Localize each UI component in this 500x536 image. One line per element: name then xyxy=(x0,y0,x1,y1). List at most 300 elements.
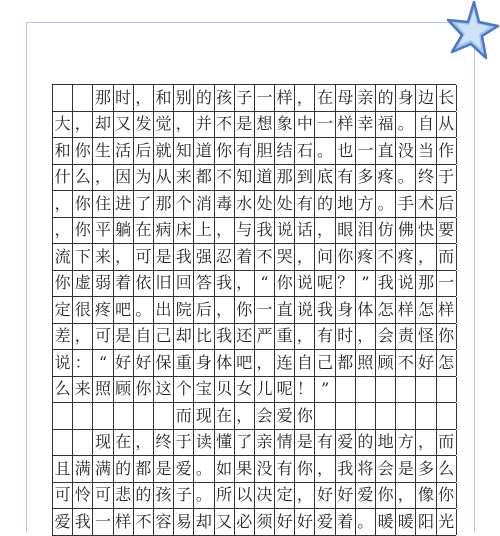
grid-cell: 来 xyxy=(73,377,93,403)
grid-cell: 就 xyxy=(154,138,174,164)
grid-cell: 是 xyxy=(295,430,315,456)
grid-cell: 当 xyxy=(416,138,436,164)
grid-cell: ， xyxy=(295,244,315,270)
grid-cell: 我 xyxy=(215,271,235,297)
grid-cell: 现 xyxy=(93,430,113,456)
grid-cell: 怎 xyxy=(416,297,436,323)
grid-cell: 好 xyxy=(295,509,315,535)
grid-cell: 有 xyxy=(315,430,335,456)
grid-cell: 那 xyxy=(416,271,436,297)
grid-cell: 疼 xyxy=(93,297,113,323)
grid-cell: ， xyxy=(114,244,134,270)
grid-cell xyxy=(53,403,73,429)
grid-cell: 来 xyxy=(93,244,113,270)
grid-cell: 和 xyxy=(53,138,73,164)
grid-cell: ， xyxy=(235,271,255,297)
grid-cell: 是 xyxy=(235,112,255,138)
grid-cell: 子 xyxy=(235,85,255,111)
grid-cell: 必 xyxy=(235,509,255,535)
grid-cell: 可 xyxy=(53,483,73,509)
grid-cell: 如 xyxy=(215,456,235,482)
grid-cell: 是 xyxy=(396,456,416,482)
grid-cell: 中 xyxy=(295,112,315,138)
grid-cell: 觉 xyxy=(154,112,174,138)
grid-cell: 须 xyxy=(255,509,275,535)
grid-cell: 连 xyxy=(275,350,295,376)
grid-cell: 石 xyxy=(295,138,315,164)
grid-cell: 没 xyxy=(396,138,416,164)
grid-cell: 读 xyxy=(194,430,214,456)
grid-cell: 和 xyxy=(154,85,174,111)
grid-cell: 定 xyxy=(53,297,73,323)
grid-cell: 你 xyxy=(73,218,93,244)
grid-cell: 你 xyxy=(376,483,396,509)
grid-cell: 像 xyxy=(416,483,436,509)
grid-cell: 忍 xyxy=(215,244,235,270)
grid-cell: 地 xyxy=(376,430,396,456)
grid-cell: ， xyxy=(255,350,275,376)
grid-cell: 爱 xyxy=(174,456,194,482)
grid-cell: 样 xyxy=(396,297,416,323)
grid-cell: ， xyxy=(93,165,113,191)
grid-cell: 。 xyxy=(376,191,396,217)
grid-cell: 着 xyxy=(336,509,356,535)
grid-cell: 毒 xyxy=(215,191,235,217)
grid-cell: 说 xyxy=(53,350,73,376)
grid-cell: 疼 xyxy=(356,244,376,270)
star-icon xyxy=(438,0,500,62)
grid-cell xyxy=(315,403,335,429)
grid-cell: 是 xyxy=(154,244,174,270)
grid-cell: 那 xyxy=(275,165,295,191)
grid-cell: 你 xyxy=(73,138,93,164)
grid-cell: 都 xyxy=(194,165,214,191)
grid-cell: 爱 xyxy=(315,509,335,535)
grid-cell: 想 xyxy=(255,112,275,138)
grid-cell xyxy=(134,403,154,429)
grid-cell: 可 xyxy=(93,483,113,509)
grid-cell: 身 xyxy=(396,85,416,111)
grid-cell: 了 xyxy=(134,191,154,217)
grid-cell: 的 xyxy=(114,456,134,482)
grid-cell: 多 xyxy=(356,165,376,191)
grid-cell: 旧 xyxy=(154,271,174,297)
grid-cell: 一 xyxy=(437,271,457,297)
grid-cell xyxy=(53,85,73,111)
grid-cell: 很 xyxy=(73,297,93,323)
grid-cell: 疼 xyxy=(376,165,396,191)
grid-cell xyxy=(376,377,396,403)
grid-cell: 有 xyxy=(235,138,255,164)
grid-cell: 象 xyxy=(275,112,295,138)
grid-cell: 福 xyxy=(376,112,396,138)
grid-cell: 方 xyxy=(356,191,376,217)
grid-cell: ， xyxy=(295,85,315,111)
grid-cell: 有 xyxy=(295,191,315,217)
grid-cell: 光 xyxy=(437,509,457,535)
grid-cell: 在 xyxy=(114,430,134,456)
grid-cell: 回 xyxy=(174,271,194,297)
grid-cell: ， xyxy=(356,324,376,350)
grid-cell: 照 xyxy=(356,350,376,376)
grid-cell: 的 xyxy=(194,85,214,111)
grid-cell: 你 xyxy=(437,324,457,350)
grid-cell: ？ xyxy=(336,271,356,297)
grid-cell: 没 xyxy=(255,456,275,482)
grid-cell: 差 xyxy=(53,324,73,350)
grid-cell: 可 xyxy=(134,244,154,270)
grid-cell: 却 xyxy=(194,509,214,535)
grid-cell: 来 xyxy=(174,165,194,191)
grid-row xyxy=(52,430,456,457)
grid-cell: 因 xyxy=(114,165,134,191)
grid-cell: 。 xyxy=(194,456,214,482)
grid-cell: 我 xyxy=(73,509,93,535)
grid-cell: 个 xyxy=(174,191,194,217)
grid-cell: 照 xyxy=(93,377,113,403)
grid-cell: 亲 xyxy=(356,85,376,111)
grid-cell: 你 xyxy=(275,271,295,297)
grid-cell: 好 xyxy=(114,350,134,376)
grid-cell: 躺 xyxy=(114,218,134,244)
grid-cell: 方 xyxy=(396,430,416,456)
grid-row xyxy=(52,350,456,377)
grid-cell: 孩 xyxy=(215,85,235,111)
grid-cell xyxy=(376,403,396,429)
grid-cell: 我 xyxy=(315,297,335,323)
grid-cell: 而 xyxy=(174,403,194,429)
grid-cell: 一 xyxy=(356,138,376,164)
grid-cell: 自 xyxy=(295,350,315,376)
grid-cell xyxy=(336,403,356,429)
grid-cell: 别 xyxy=(174,85,194,111)
grid-cell: 出 xyxy=(154,297,174,323)
grid-cell: ， xyxy=(295,324,315,350)
grid-row xyxy=(52,297,456,324)
grid-cell: ， xyxy=(235,403,255,429)
grid-cell: 泪 xyxy=(356,218,376,244)
grid-cell: ： xyxy=(73,350,93,376)
grid-cell: ” xyxy=(315,377,335,403)
grid-row xyxy=(52,271,456,298)
grid-row xyxy=(52,218,456,245)
grid-cell: 会 xyxy=(255,403,275,429)
grid-cell: 消 xyxy=(194,191,214,217)
grid-row xyxy=(52,377,456,404)
grid-cell: 院 xyxy=(174,297,194,323)
grid-cell: “ xyxy=(93,350,113,376)
grid-cell: 吧 xyxy=(235,350,255,376)
grid-cell: 后 xyxy=(194,297,214,323)
grid-cell: 决 xyxy=(255,483,275,509)
grid-cell: ， xyxy=(295,483,315,509)
grid-cell: 顾 xyxy=(376,350,396,376)
grid-cell: 你 xyxy=(215,138,235,164)
grid-cell: 易 xyxy=(174,509,194,535)
grid-row xyxy=(52,85,456,112)
grid-cell xyxy=(73,403,93,429)
grid-cell: 爱 xyxy=(275,403,295,429)
grid-cell: 身 xyxy=(194,350,214,376)
grid-cell: 知 xyxy=(174,138,194,164)
grid-cell: 你 xyxy=(437,483,457,509)
grid-row xyxy=(52,324,456,351)
grid-cell: 地 xyxy=(336,191,356,217)
grid-cell: 强 xyxy=(194,244,214,270)
grid-cell: 活 xyxy=(114,138,134,164)
grid-cell xyxy=(336,377,356,403)
grid-cell: 子 xyxy=(174,483,194,509)
grid-cell: 话 xyxy=(295,218,315,244)
grid-cell: 进 xyxy=(114,191,134,217)
grid-row xyxy=(52,112,456,139)
grid-cell xyxy=(356,377,376,403)
grid-cell: 满 xyxy=(93,456,113,482)
grid-cell: 好 xyxy=(134,350,154,376)
grid-cell: ， xyxy=(134,85,154,111)
grid-cell: 我 xyxy=(174,244,194,270)
grid-cell: 说 xyxy=(295,271,315,297)
grid-cell: 不 xyxy=(134,509,154,535)
grid-cell: 终 xyxy=(416,165,436,191)
grid-cell: 水 xyxy=(235,191,255,217)
grid-cell: 在 xyxy=(315,85,335,111)
grid-cell: 一 xyxy=(93,509,113,535)
grid-cell: 样 xyxy=(275,85,295,111)
grid-cell: 现 xyxy=(194,403,214,429)
grid-cell: 样 xyxy=(114,509,134,535)
grid-cell: 容 xyxy=(154,509,174,535)
grid-cell: 答 xyxy=(194,271,214,297)
grid-cell: 么 xyxy=(73,165,93,191)
grid-cell: 有 xyxy=(275,456,295,482)
grid-cell: ” xyxy=(356,271,376,297)
grid-cell: ， xyxy=(315,456,335,482)
grid-cell: 这 xyxy=(154,377,174,403)
grid-cell: 儿 xyxy=(255,377,275,403)
grid-cell xyxy=(396,377,416,403)
grid-cell: 自 xyxy=(416,112,436,138)
grid-cell: 阳 xyxy=(416,509,436,535)
grid-cell: 你 xyxy=(336,244,356,270)
grid-cell: 知 xyxy=(235,165,255,191)
writing-grid xyxy=(52,84,456,536)
grid-cell: 边 xyxy=(416,85,436,111)
grid-cell: 那 xyxy=(154,191,174,217)
grid-cell xyxy=(396,403,416,429)
grid-cell: 满 xyxy=(73,456,93,482)
grid-cell: 流 xyxy=(53,244,73,270)
grid-cell: 会 xyxy=(376,456,396,482)
grid-cell: 顾 xyxy=(114,377,134,403)
grid-cell: 。 xyxy=(396,112,416,138)
grid-cell: 那 xyxy=(93,85,113,111)
grid-cell: 长 xyxy=(437,85,457,111)
page-frame-left-line xyxy=(26,22,27,532)
grid-cell: 且 xyxy=(53,456,73,482)
grid-cell: 不 xyxy=(215,112,235,138)
grid-cell: 你 xyxy=(235,297,255,323)
grid-cell: 己 xyxy=(154,324,174,350)
grid-cell: ， xyxy=(53,191,73,217)
grid-cell: 情 xyxy=(275,430,295,456)
grid-cell: 一 xyxy=(255,297,275,323)
grid-cell: 有 xyxy=(336,165,356,191)
grid-cell: 自 xyxy=(134,324,154,350)
grid-cell: 是 xyxy=(154,456,174,482)
grid-cell: 着 xyxy=(235,244,255,270)
grid-cell xyxy=(356,403,376,429)
grid-cell: 。 xyxy=(315,138,335,164)
grid-cell: 严 xyxy=(255,324,275,350)
grid-cell: 将 xyxy=(356,456,376,482)
grid-cell: 你 xyxy=(295,456,315,482)
grid-cell: 仿 xyxy=(376,218,396,244)
grid-cell: 幸 xyxy=(356,112,376,138)
grid-row xyxy=(52,456,456,483)
grid-cell: 都 xyxy=(336,350,356,376)
grid-cell xyxy=(437,403,457,429)
grid-cell: 重 xyxy=(174,350,194,376)
grid-cell: 。 xyxy=(396,165,416,191)
grid-cell: 胆 xyxy=(255,138,275,164)
grid-cell: 女 xyxy=(235,377,255,403)
grid-cell: 好 xyxy=(336,483,356,509)
grid-cell: 呢 xyxy=(275,377,295,403)
grid-cell: 一 xyxy=(255,85,275,111)
grid-cell: 了 xyxy=(235,430,255,456)
grid-cell: 果 xyxy=(235,456,255,482)
grid-cell: 有 xyxy=(315,324,335,350)
grid-cell: 从 xyxy=(154,165,174,191)
grid-cell: ， xyxy=(416,244,436,270)
grid-cell: ！ xyxy=(295,377,315,403)
grid-cell: 结 xyxy=(275,138,295,164)
grid-cell xyxy=(154,403,174,429)
grid-cell: 生 xyxy=(93,138,113,164)
grid-cell: 身 xyxy=(336,297,356,323)
grid-cell: 与 xyxy=(235,218,255,244)
grid-row xyxy=(52,165,456,192)
grid-cell: 佛 xyxy=(396,218,416,244)
grid-cell: 的 xyxy=(376,85,396,111)
grid-cell: 的 xyxy=(356,430,376,456)
grid-cell: 要 xyxy=(437,218,457,244)
grid-cell: 又 xyxy=(215,509,235,535)
grid-cell xyxy=(73,85,93,111)
grid-cell: 处 xyxy=(275,191,295,217)
grid-cell xyxy=(73,430,93,456)
page-frame-right-line xyxy=(474,22,475,532)
grid-cell: 平 xyxy=(93,218,113,244)
grid-cell: 处 xyxy=(255,191,275,217)
grid-cell: ， xyxy=(396,483,416,509)
grid-cell: 怎 xyxy=(437,350,457,376)
grid-cell: 贝 xyxy=(215,377,235,403)
grid-cell: 在 xyxy=(215,403,235,429)
grid-cell: 而 xyxy=(437,244,457,270)
grid-cell: 爱 xyxy=(356,483,376,509)
grid-cell: 直 xyxy=(376,138,396,164)
grid-cell: 也 xyxy=(336,138,356,164)
grid-cell: 都 xyxy=(134,456,154,482)
grid-cell: 快 xyxy=(416,218,436,244)
grid-cell: 上 xyxy=(194,218,214,244)
grid-cell: ， xyxy=(416,430,436,456)
grid-cell: 道 xyxy=(255,165,275,191)
grid-cell: 时 xyxy=(336,324,356,350)
grid-cell: 的 xyxy=(134,483,154,509)
grid-cell: 多 xyxy=(416,456,436,482)
grid-cell: 后 xyxy=(437,191,457,217)
grid-cell: 术 xyxy=(416,191,436,217)
grid-cell: 不 xyxy=(255,244,275,270)
grid-cell: 底 xyxy=(315,165,335,191)
grid-cell: 好 xyxy=(275,509,295,535)
grid-cell: 道 xyxy=(194,138,214,164)
grid-cell: “ xyxy=(255,271,275,297)
grid-cell: 是 xyxy=(114,324,134,350)
grid-cell: 个 xyxy=(174,377,194,403)
grid-cell: 爱 xyxy=(53,509,73,535)
grid-cell: 从 xyxy=(437,112,457,138)
grid-cell: 你 xyxy=(53,271,73,297)
grid-cell: 又 xyxy=(114,112,134,138)
grid-cell: 可 xyxy=(93,324,113,350)
grid-cell: 还 xyxy=(235,324,255,350)
grid-cell: 懂 xyxy=(215,430,235,456)
grid-cell: 体 xyxy=(356,297,376,323)
grid-cell: 以 xyxy=(235,483,255,509)
grid-cell: ， xyxy=(174,112,194,138)
grid-cell: 。 xyxy=(134,297,154,323)
grid-cell: 悲 xyxy=(114,483,134,509)
grid-cell: 依 xyxy=(134,271,154,297)
grid-cell: ， xyxy=(73,112,93,138)
grid-cell: 在 xyxy=(134,218,154,244)
grid-cell: 责 xyxy=(396,324,416,350)
grid-cell: 暖 xyxy=(376,509,396,535)
grid-cell: 会 xyxy=(376,324,396,350)
grid-cell: 重 xyxy=(275,324,295,350)
grid-cell: 作 xyxy=(437,138,457,164)
grid-cell: 直 xyxy=(275,297,295,323)
grid-cell: 说 xyxy=(295,297,315,323)
grid-cell: 问 xyxy=(315,244,335,270)
grid-cell xyxy=(416,377,436,403)
grid-cell: 疼 xyxy=(396,244,416,270)
grid-cell: ， xyxy=(134,430,154,456)
grid-cell: 好 xyxy=(416,350,436,376)
grid-cell: 下 xyxy=(73,244,93,270)
grid-cell: 发 xyxy=(134,112,154,138)
grid-cell: 手 xyxy=(396,191,416,217)
grid-cell: 床 xyxy=(174,218,194,244)
grid-cell: 。 xyxy=(194,483,214,509)
grid-cell: 一 xyxy=(315,112,335,138)
grid-cell: ， xyxy=(315,218,335,244)
grid-cell: 哭 xyxy=(275,244,295,270)
grid-row xyxy=(52,138,456,165)
grid-cell: 却 xyxy=(93,112,113,138)
grid-cell: 不 xyxy=(376,244,396,270)
grid-cell: 么 xyxy=(437,456,457,482)
grid-row xyxy=(52,403,456,430)
grid-cell xyxy=(93,403,113,429)
grid-cell: 己 xyxy=(315,350,335,376)
grid-cell: 。 xyxy=(356,509,376,535)
grid-cell: 弱 xyxy=(93,271,113,297)
